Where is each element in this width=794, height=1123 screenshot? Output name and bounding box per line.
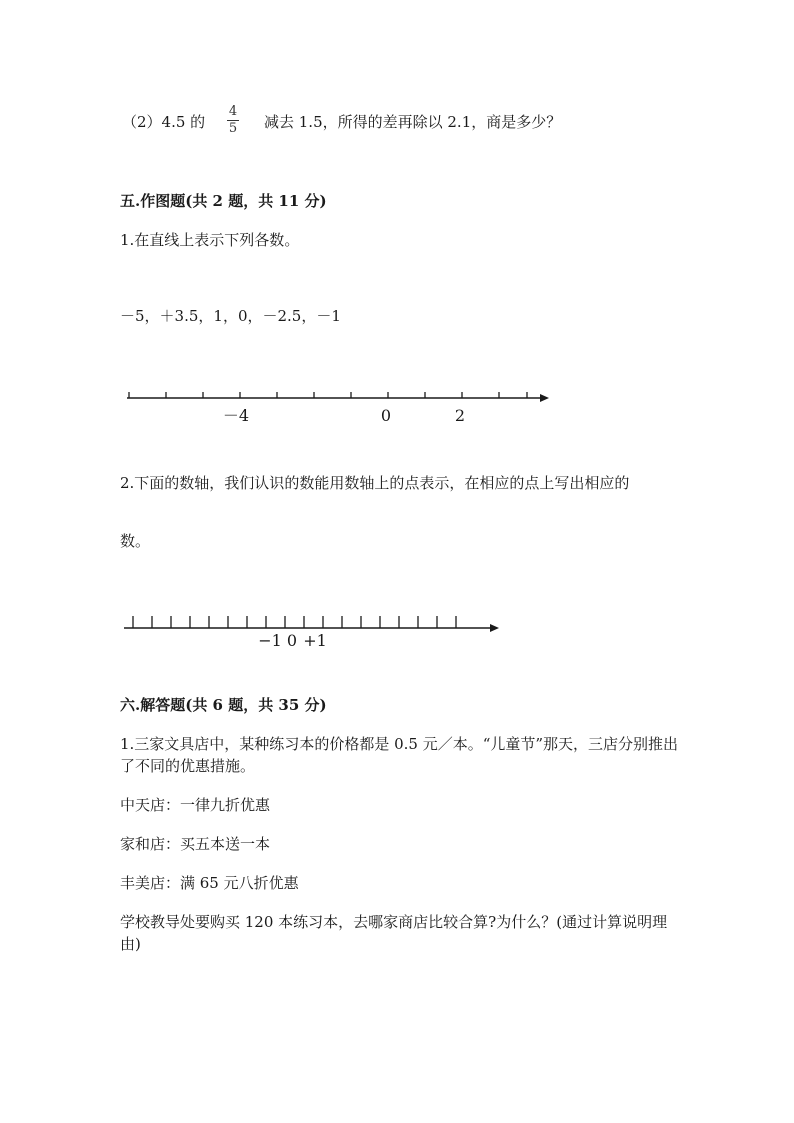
ticks [133, 616, 456, 628]
axis1-label-2: 2 [454, 406, 466, 425]
axis2-label-pos1: +1 [303, 631, 327, 650]
section6-heading: 六.解答题(共 6 题，共 35 分) [120, 696, 327, 714]
q2-prefix: （2）4.5 的 [122, 113, 206, 131]
s6q1-intro: 1.三家文具店中，某种练习本的价格都是 0.5 元／本。“儿童节”那天，三店分别推出了不同的优惠措施。 [120, 735, 679, 775]
fraction [227, 105, 239, 136]
arrow-head [490, 624, 499, 632]
axis1-label-0: 0 [380, 406, 392, 425]
s6q1-store3: 丰美店：满 65 元八折优惠 [120, 874, 299, 892]
ticks [129, 392, 527, 398]
s5q1-prompt: 1.在直线上表示下列各数。 [120, 231, 300, 249]
axis2-label-0: 0 [286, 631, 298, 650]
s6q1-store2: 家和店：买五本送一本 [120, 835, 271, 853]
s5q1-numbers: －5，＋3.5，1，0，－2.5，－1 [120, 307, 341, 325]
s5q2-prompt-line2: 数。 [120, 532, 151, 550]
axis2-label-neg1: −1 [258, 631, 282, 650]
fraction-numerator: 4 [228, 104, 238, 119]
q2-suffix: 减去 1.5，所得的差再除以 2.1，商是多少？ [264, 113, 562, 131]
arrow-head [540, 394, 549, 402]
fraction-denominator: 5 [228, 121, 238, 136]
axis1-label-neg4: －4 [222, 406, 250, 425]
number-line-2 [0, 600, 794, 660]
number-line-1 [0, 380, 794, 440]
s6q1-question: 学校教导处要购买 120 本练习本，去哪家商店比较合算?为什么？(通过计算说明理由) [120, 913, 668, 953]
section5-heading: 五.作图题(共 2 题，共 11 分) [120, 192, 327, 210]
s6q1-store1: 中天店：一律九折优惠 [120, 796, 271, 814]
s5q2-prompt-line1: 2.下面的数轴，我们认识的数能用数轴上的点表示，在相应的点上写出相应的 [120, 474, 630, 492]
